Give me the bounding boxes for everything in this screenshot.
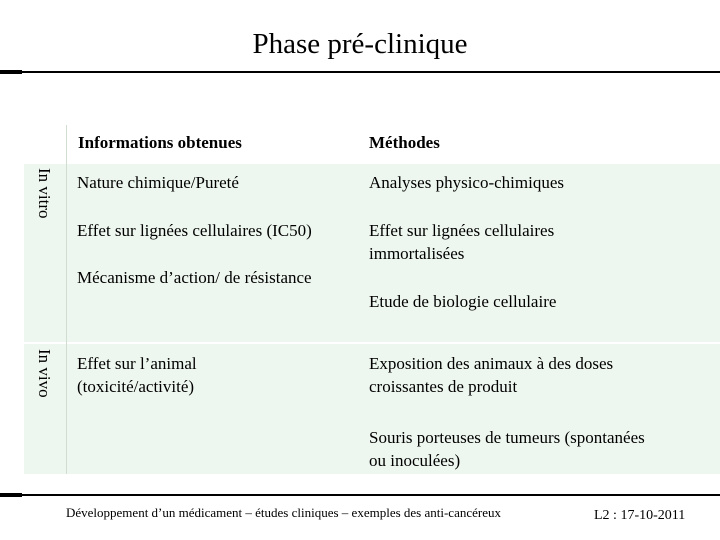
vitro-method-item: immortalisées xyxy=(369,244,465,263)
footer-text: Développement d’un médicament – études cliniques – exemples des anti-cancéreux xyxy=(66,505,501,520)
footer-rule-accent xyxy=(0,493,22,497)
vivo-method-item: Souris porteuses de tumeurs (spontanées xyxy=(369,428,645,447)
vitro-method-item: Etude de biologie cellulaire xyxy=(369,292,557,311)
vitro-method-item: Effet sur lignées cellulaires xyxy=(369,221,555,240)
header-methods: Méthodes xyxy=(369,133,440,152)
vivo-method-item: croissantes de produit xyxy=(369,377,518,396)
title-rule xyxy=(22,71,720,73)
header-info: Informations obtenues xyxy=(78,133,242,152)
footer-rule xyxy=(22,494,720,496)
vivo-method-item: Exposition des animaux à des doses xyxy=(369,354,614,373)
vitro-info-item: Nature chimique/Pureté xyxy=(77,173,239,192)
vitro-info-item: Mécanisme d’action/ de résistance xyxy=(77,268,312,287)
vivo-method-item: ou inoculées) xyxy=(369,451,461,470)
footer-date: L2 : 17-10-2011 xyxy=(594,508,686,523)
vivo-info-item: (toxicité/activité) xyxy=(77,377,195,396)
title-rule-accent xyxy=(0,70,22,74)
vitro-method-item: Analyses physico-chimiques xyxy=(369,173,564,192)
column-divider xyxy=(66,125,67,474)
vitro-info-item: Effet sur lignées cellulaires (IC50) xyxy=(77,221,312,240)
in-vitro-label: In vitro xyxy=(35,168,54,219)
slide-title: Phase pré-clinique xyxy=(252,28,468,60)
vivo-info-item: Effet sur l’animal xyxy=(77,354,197,373)
in-vivo-label: In vivo xyxy=(35,349,54,398)
